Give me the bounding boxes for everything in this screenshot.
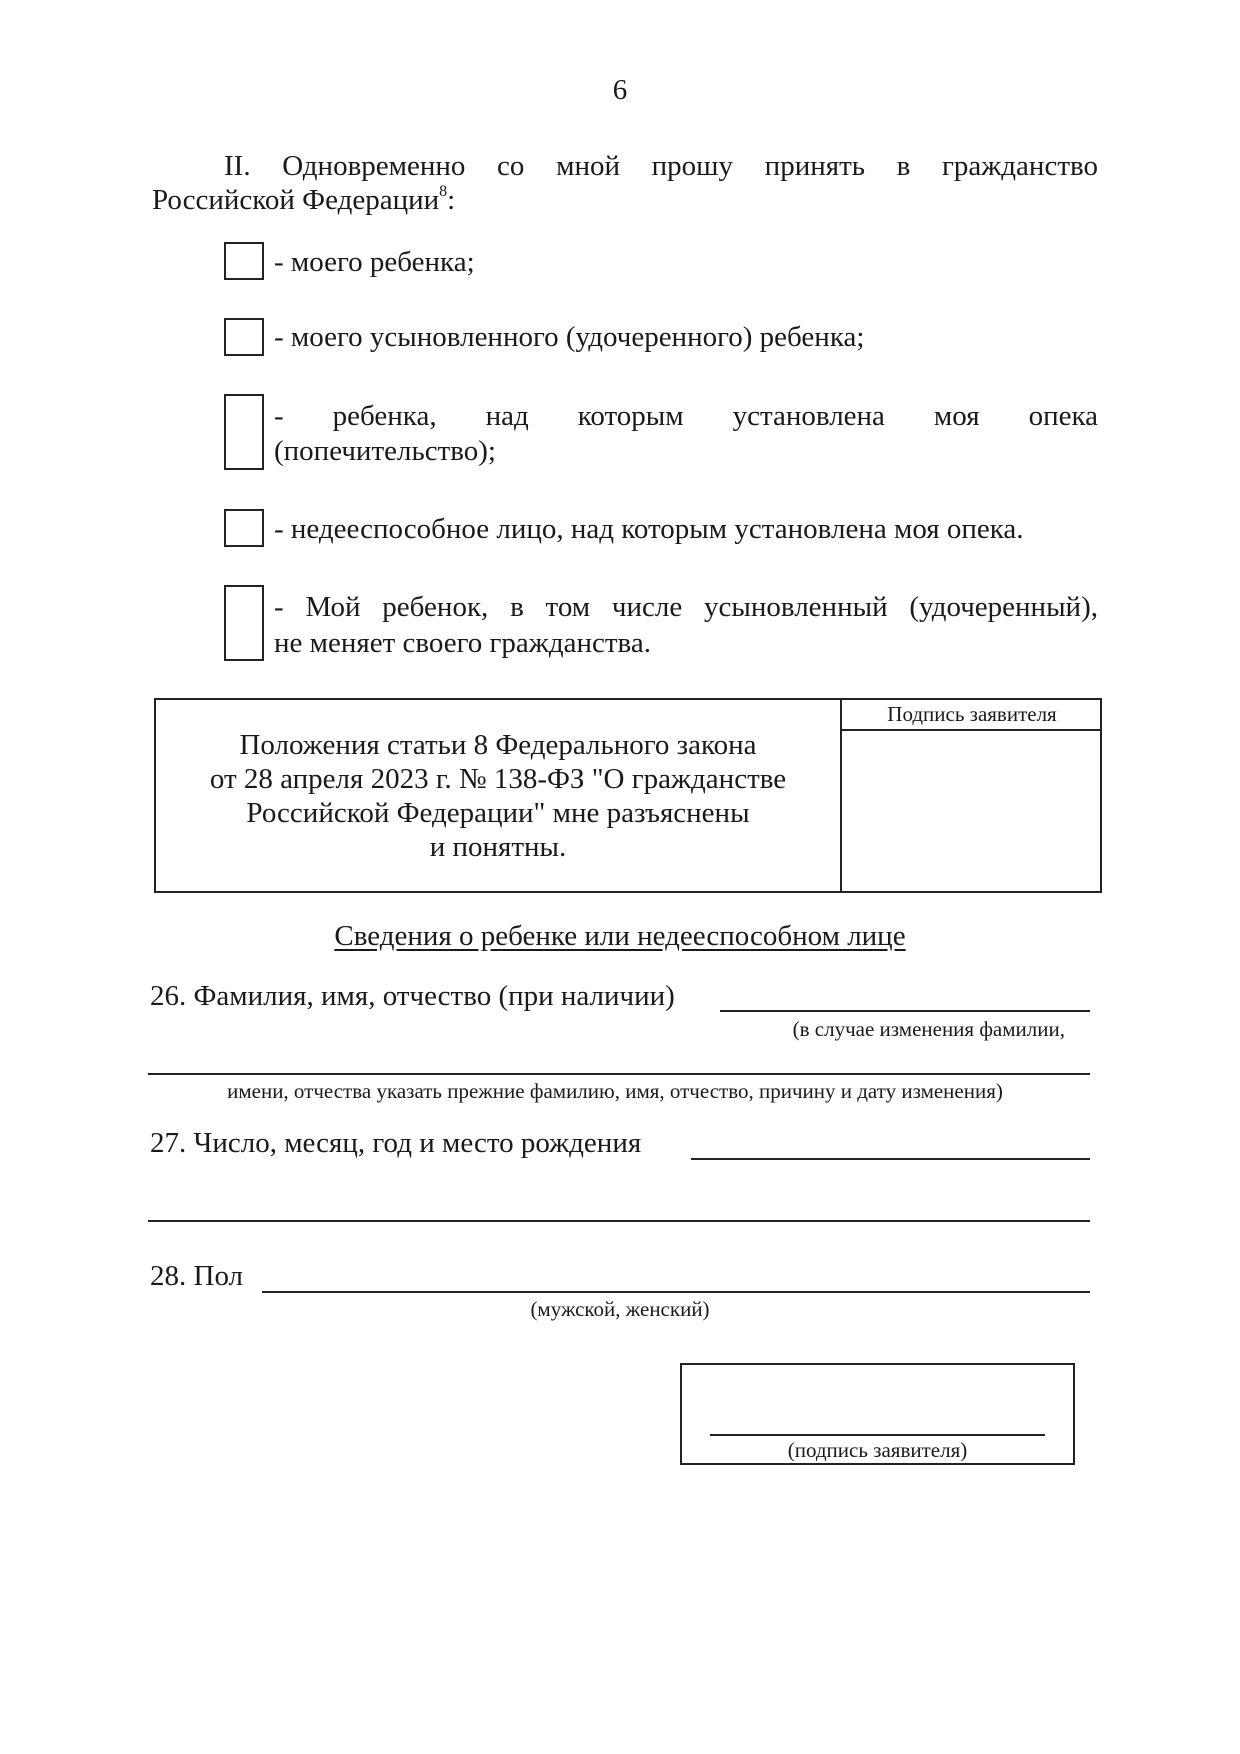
signature-line[interactable] (710, 1434, 1045, 1436)
child-not-changing-label: - Мой ребенок, в том числе усыновленный (удочеренный), (274, 591, 1098, 623)
notice-text (156, 728, 840, 864)
field-26-line[interactable] (720, 1010, 1090, 1012)
field-27-line-continuation[interactable] (148, 1220, 1090, 1222)
guardianship-child-label-continuation: (попечительство); (274, 435, 496, 467)
notice-table-divider (840, 698, 842, 893)
notice-table-header-rule (840, 729, 1102, 731)
field-28-line[interactable] (262, 1291, 1090, 1293)
footnote-mark: 8 (439, 183, 448, 200)
child-not-changing-checkbox[interactable] (224, 585, 264, 661)
intro-text-continuation (152, 184, 455, 217)
section-title: Сведения о ребенке или недееспособном лице (334, 920, 906, 952)
field-28-label: 28. Пол (150, 1260, 244, 1292)
field-26-label: 26. Фамилия, имя, отчество (при наличии) (150, 980, 675, 1012)
notice-signature-header: Подпись заявителя (887, 702, 1057, 726)
signature-caption: (подпись заявителя) (787, 1438, 968, 1462)
adopted-child-label: - моего усыновленного (удочеренного) ребенка; (274, 321, 865, 353)
own-child-label: - моего ребенка; (274, 246, 475, 278)
child-not-changing-label-continuation: не меняет своего гражданства. (274, 627, 651, 659)
field-27-label: 27. Число, месяц, год и место рождения (150, 1127, 642, 1159)
adopted-child-checkbox[interactable] (224, 318, 264, 356)
field-26-hint: (в случае изменения фамилии, (792, 1017, 1065, 1041)
intro-colon: : (447, 184, 456, 216)
field-28-hint: (мужской, женский) (530, 1297, 710, 1321)
own-child-checkbox[interactable] (224, 242, 264, 280)
notice-signature-field[interactable] (844, 732, 1100, 891)
guardianship-child-label: - ребенка, над которым установлена моя опека (274, 400, 1098, 432)
notice-line: Российской Федерации" мне разъяснены (246, 797, 750, 829)
page-number: 6 (612, 74, 628, 106)
field-26-hint-continuation: имени, отчества указать прежние фамилию, имя, отчество, причину и дату изменения) (227, 1079, 1003, 1103)
notice-line: и понятны. (429, 831, 567, 863)
notice-line: Положения статьи 8 Федерального закона (239, 729, 757, 761)
intro-country: Российской Федерации (152, 184, 440, 216)
guardianship-child-checkbox[interactable] (224, 394, 264, 470)
field-26-line-continuation[interactable] (148, 1073, 1090, 1075)
incapacitated-person-label: - недееспособное лицо, над которым установлена моя опека. (274, 513, 1024, 545)
intro-text: II. Одновременно со мной прошу принять в гражданство (224, 150, 1098, 182)
field-27-line[interactable] (691, 1158, 1090, 1160)
incapacitated-person-checkbox[interactable] (224, 509, 264, 547)
notice-line: от 28 апреля 2023 г. № 138-ФЗ "О гражданстве (209, 763, 787, 795)
